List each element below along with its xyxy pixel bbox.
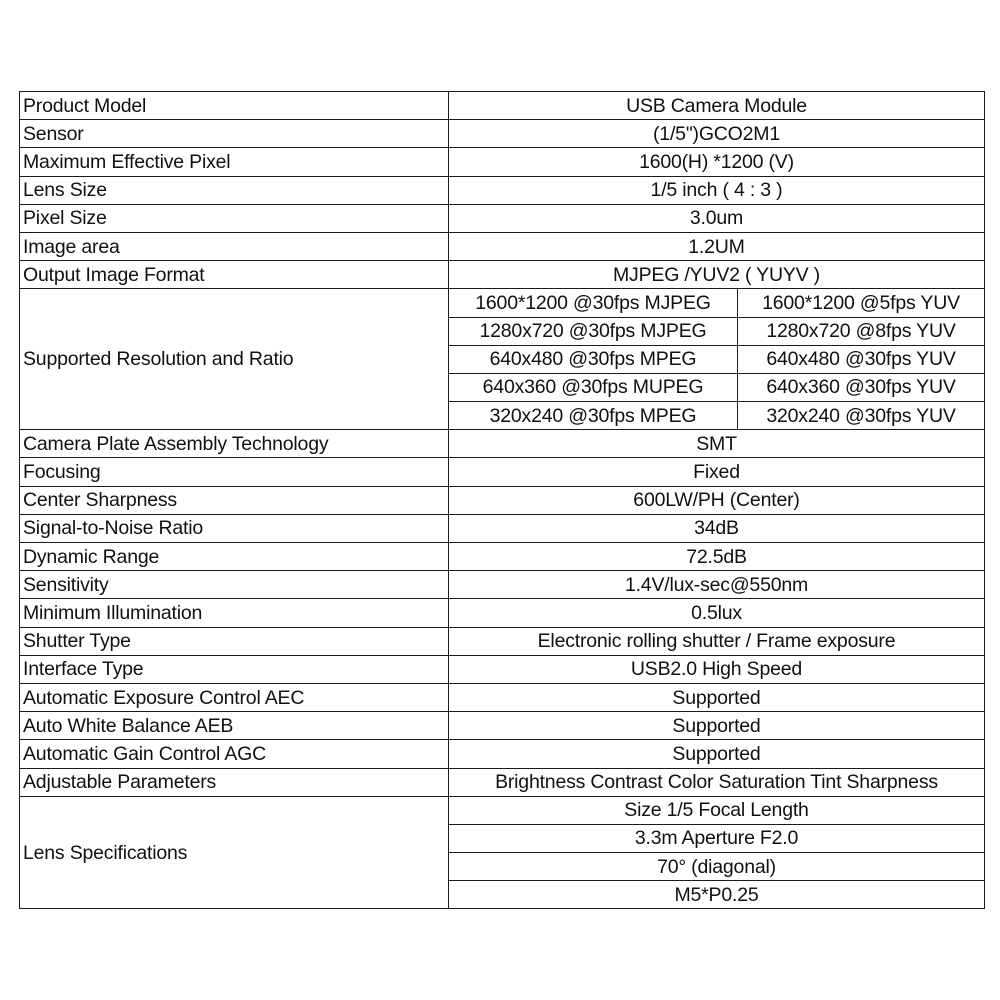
resolution-mjpeg-cell: 1600*1200 @30fps MJPEG [449, 289, 738, 317]
spec-label: Signal-to-Noise Ratio [20, 514, 449, 542]
spec-value: 3.0um [449, 204, 985, 232]
spec-value: Electronic rolling shutter / Frame exposure [449, 627, 985, 655]
spec-label: Minimum Illumination [20, 599, 449, 627]
lens-label: Lens Specifications [20, 796, 449, 909]
spec-label: Output Image Format [20, 261, 449, 289]
spec-value: 1.4V/lux-sec@550nm [449, 571, 985, 599]
table-row [20, 176, 985, 204]
table-row [20, 148, 985, 176]
spec-table-body [20, 92, 985, 909]
spec-label: Product Model [20, 92, 449, 120]
spec-label: Sensor [20, 120, 449, 148]
resolution-mjpeg-cell: 1280x720 @30fps MJPEG [449, 317, 738, 345]
spec-label: Shutter Type [20, 627, 449, 655]
table-row [20, 514, 985, 542]
resolution-yuv-cell: 640x360 @30fps YUV [738, 373, 985, 401]
lens-value: 3.3m Aperture F2.0 [449, 824, 985, 852]
table-row [20, 204, 985, 232]
table-row-resolution [20, 289, 985, 317]
spec-label: Dynamic Range [20, 543, 449, 571]
spec-value: Supported [449, 712, 985, 740]
resolution-yuv-cell: 1280x720 @8fps YUV [738, 317, 985, 345]
table-row [20, 627, 985, 655]
spec-table [19, 91, 985, 909]
table-row-lens [20, 796, 985, 824]
spec-value: Brightness Contrast Color Saturation Tint Sharpness [449, 768, 985, 796]
spec-value: 0.5lux [449, 599, 985, 627]
resolution-label: Supported Resolution and Ratio [20, 289, 449, 430]
table-row [20, 768, 985, 796]
table-row [20, 599, 985, 627]
table-row [20, 458, 985, 486]
spec-value: MJPEG /YUV2 ( YUYV ) [449, 261, 985, 289]
spec-label: Auto White Balance AEB [20, 712, 449, 740]
spec-value: Supported [449, 740, 985, 768]
spec-value: 600LW/PH (Center) [449, 486, 985, 514]
spec-label: Automatic Gain Control AGC [20, 740, 449, 768]
table-row [20, 261, 985, 289]
table-row [20, 571, 985, 599]
resolution-yuv-cell: 1600*1200 @5fps YUV [738, 289, 985, 317]
spec-label: Focusing [20, 458, 449, 486]
spec-value: Fixed [449, 458, 985, 486]
spec-value: 72.5dB [449, 543, 985, 571]
spec-label: Interface Type [20, 655, 449, 683]
spec-label: Center Sharpness [20, 486, 449, 514]
spec-value: (1/5")GCO2M1 [449, 120, 985, 148]
spec-value: 34dB [449, 514, 985, 542]
table-row [20, 486, 985, 514]
spec-label: Image area [20, 232, 449, 260]
resolution-mjpeg-cell: 320x240 @30fps MPEG [449, 402, 738, 430]
table-row [20, 683, 985, 711]
table-row [20, 430, 985, 458]
table-row [20, 655, 985, 683]
table-row [20, 712, 985, 740]
resolution-mjpeg-cell: 640x480 @30fps MPEG [449, 345, 738, 373]
spec-label: Pixel Size [20, 204, 449, 232]
spec-value: 1.2UM [449, 232, 985, 260]
spec-label: Camera Plate Assembly Technology [20, 430, 449, 458]
spec-label: Automatic Exposure Control AEC [20, 683, 449, 711]
spec-label: Lens Size [20, 176, 449, 204]
spec-value: Supported [449, 683, 985, 711]
spec-label: Maximum Effective Pixel [20, 148, 449, 176]
spec-label: Sensitivity [20, 571, 449, 599]
lens-value: 70° (diagonal) [449, 853, 985, 881]
table-row [20, 92, 985, 120]
spec-value: 1/5 inch ( 4 : 3 ) [449, 176, 985, 204]
resolution-yuv-cell: 320x240 @30fps YUV [738, 402, 985, 430]
resolution-mjpeg-cell: 640x360 @30fps MUPEG [449, 373, 738, 401]
resolution-yuv-cell: 640x480 @30fps YUV [738, 345, 985, 373]
spec-value: USB2.0 High Speed [449, 655, 985, 683]
table-row [20, 740, 985, 768]
table-row [20, 232, 985, 260]
lens-value: Size 1/5 Focal Length [449, 796, 985, 824]
spec-value: 1600(H) *1200 (V) [449, 148, 985, 176]
lens-value: M5*P0.25 [449, 881, 985, 909]
table-row [20, 120, 985, 148]
table-row [20, 543, 985, 571]
spec-label: Adjustable Parameters [20, 768, 449, 796]
spec-value: USB Camera Module [449, 92, 985, 120]
spec-value: SMT [449, 430, 985, 458]
